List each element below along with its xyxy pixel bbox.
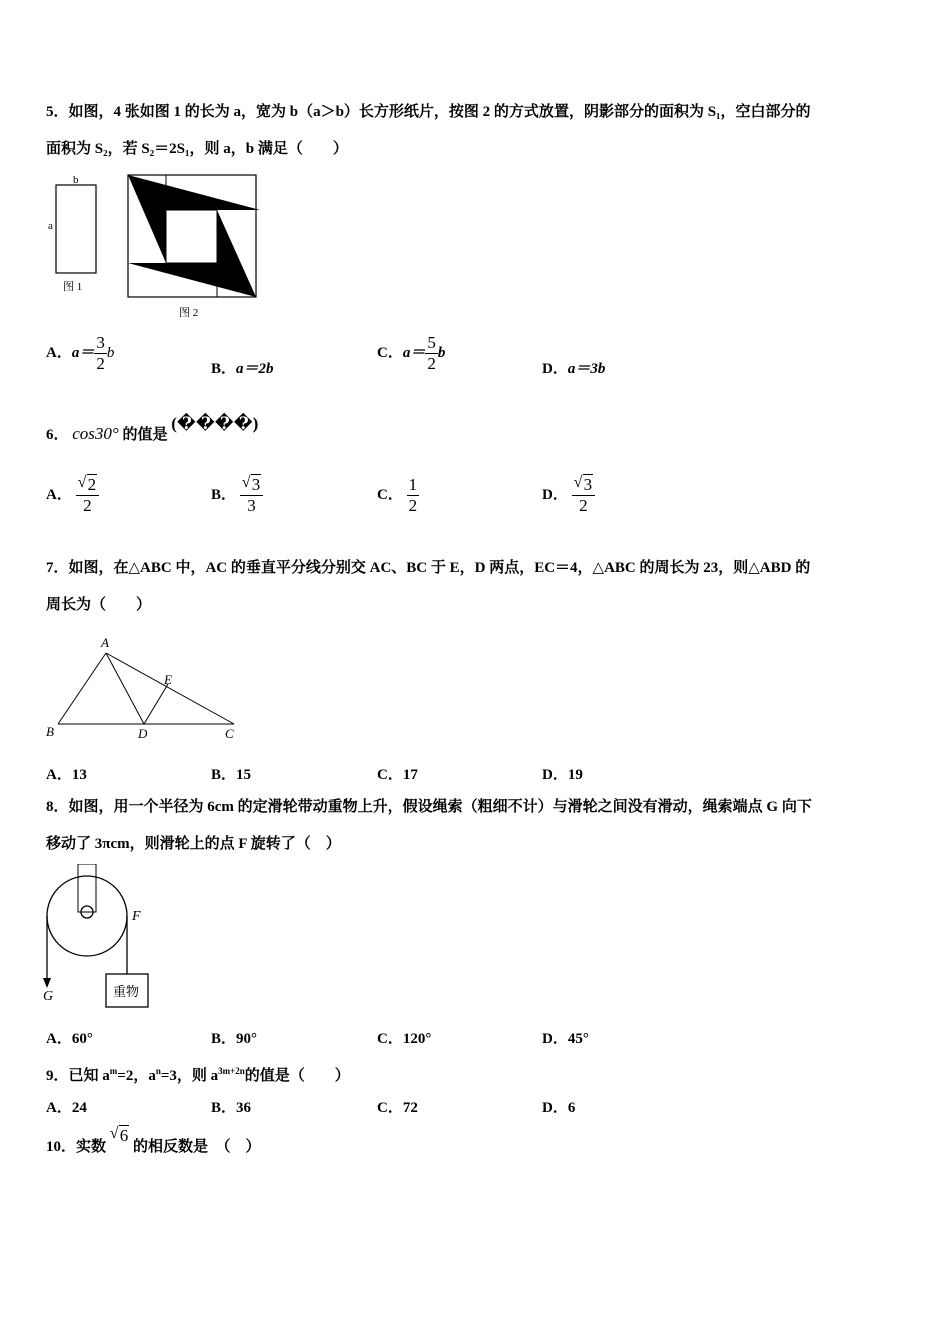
q9-option-b[interactable]: B．36: [211, 1100, 252, 1116]
q6-option-d[interactable]: D． √ 3 2: [542, 475, 595, 516]
point-d-label: D: [138, 726, 148, 741]
sqrt-symbol: √ 6: [109, 1125, 129, 1145]
sqrt-symbol: √ 2: [77, 474, 97, 494]
q5-option-d[interactable]: D．a＝3b: [542, 361, 606, 377]
fraction: √ 2 2: [76, 475, 100, 516]
cos-expression: cos30°: [72, 424, 119, 443]
q6-stem: 6． cos30° 的值是 (����): [46, 414, 259, 443]
q9-stem: 9．已知 $a^m=2$，$a^n=3$，则 $a^{3m+2n}$的值是（ ）: [46, 1066, 350, 1084]
fraction: √ 3 3: [240, 475, 264, 516]
fig1-label-a: a: [48, 220, 53, 232]
vertex-a-label: A: [101, 635, 109, 650]
q5-option-b[interactable]: B．a＝2b: [211, 361, 274, 377]
q8-option-a[interactable]: A．60°: [46, 1031, 93, 1047]
fig1-label-b: b: [73, 174, 79, 186]
fraction: √ 3 2: [572, 475, 596, 516]
q7-option-b[interactable]: B．15: [211, 767, 252, 783]
q8-stem-line1: 8．如图，用一个半径为 6cm 的定滑轮带动重物上升，假设绳索（粗细不计）与滑轮之间没有滑动，绳索端点 G 向下: [46, 799, 812, 815]
point-f-label: F: [132, 909, 141, 924]
vertex-b-label: B: [46, 724, 54, 739]
q5-option-a[interactable]: A．a＝ $\frac{3}{2}$ b: [46, 333, 115, 373]
point-e-label: E: [164, 672, 172, 687]
q5-option-c[interactable]: C．a＝ $\frac{5}{2}$ b: [377, 333, 446, 373]
inner-square: [166, 210, 217, 263]
weight-label: 重物: [113, 984, 140, 999]
q7-option-c[interactable]: C．17: [377, 767, 418, 783]
q5-figure-2: [122, 172, 267, 322]
q8-stem-line2: 移动了 3πcm，则滑轮上的点 F 旋转了（ ）: [46, 836, 341, 852]
vertex-c-label: C: [225, 726, 234, 741]
q7-stem-line2: 周长为（ ）: [46, 597, 152, 613]
q9-option-d[interactable]: D．6: [542, 1100, 576, 1116]
q7-triangle-figure: [40, 632, 250, 744]
q7-option-d[interactable]: D．19: [542, 767, 583, 783]
q8-pulley-figure: [40, 864, 155, 1014]
q6-option-c[interactable]: C． $\frac{1}{2}$: [377, 475, 418, 515]
q8-option-c[interactable]: C．120°: [377, 1031, 432, 1047]
pulley-wheel: [47, 876, 127, 956]
fig1-caption: 图 1: [63, 281, 83, 293]
arrow-down-icon: [43, 978, 51, 988]
q6-option-a[interactable]: A． √ 2 2: [46, 475, 99, 516]
q10-stem: 10．实数 √ 6 的相反数是 （ ）: [46, 1125, 261, 1155]
fig2-caption: 图 2: [179, 307, 199, 319]
q5-stem-line1: 5．如图，4 张如图 1 的长为 a，宽为 b（a＞b）长方形纸片，按图 2 的方式放置，阴影部分的面积为 S₁，空白部分的: [46, 104, 811, 120]
fraction: $\frac{1}{2}$: [408, 475, 418, 515]
fraction: $\frac{5}{2}$: [427, 333, 436, 373]
q7-stem-line1: 7．如图，在△ABC 中，AC 的垂直平分线分别交 AC、BC 于 E，D 两点，EC＝4，△ABC 的周长为 23，则△ABD 的: [46, 560, 811, 576]
q6-paren: (����): [171, 414, 259, 433]
sqrt-symbol: √ 3: [573, 474, 593, 494]
fraction: $\frac{3}{2}$: [96, 333, 105, 373]
q9-option-a[interactable]: A．24: [46, 1100, 87, 1116]
q8-option-b[interactable]: B．90°: [211, 1031, 258, 1047]
q9-option-c[interactable]: C．72: [377, 1100, 418, 1116]
q5-stem-line2: 面积为 S₂，若 S₂＝2S₁，则 a，b 满足（ ）: [46, 141, 348, 157]
q6-option-b[interactable]: B． √ 3 3: [211, 475, 263, 516]
sqrt-symbol: √ 3: [241, 474, 261, 494]
q5-figure-1: [46, 172, 106, 297]
q7-option-a[interactable]: A．13: [46, 767, 87, 783]
point-g-label: G: [43, 989, 54, 1004]
q8-option-d[interactable]: D．45°: [542, 1031, 589, 1047]
